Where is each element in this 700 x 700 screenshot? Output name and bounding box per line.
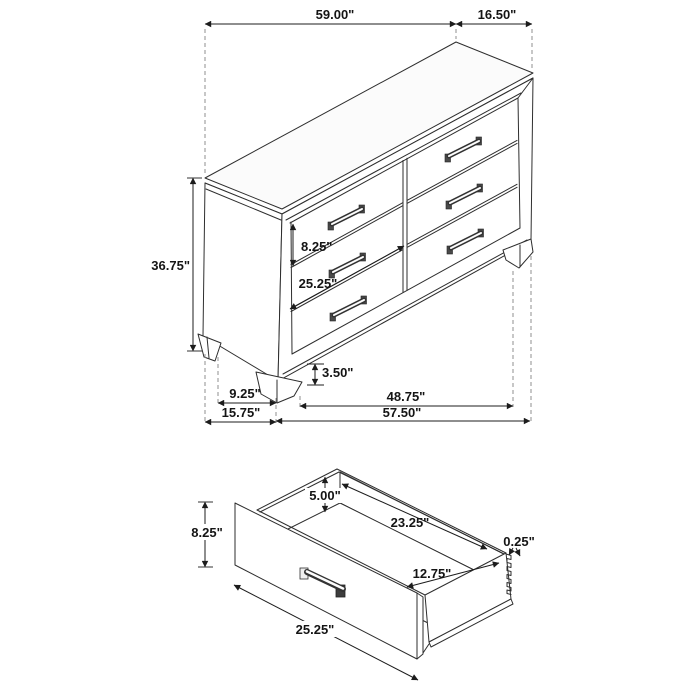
dim-label-drawer-front-width: 25.25" (295, 622, 335, 637)
drawer-detail-drawing (235, 469, 513, 659)
dim-label-drawer-width: 25.25" (298, 276, 338, 291)
dim-label-inner-length: 23.25" (390, 515, 430, 530)
dim-label-front-leg-span: 48.75" (386, 389, 426, 404)
dim-label-drawer-height: 8.25" (301, 239, 333, 254)
dim-label-base-depth: 15.75" (221, 405, 261, 420)
dim-label-foot-spacing: 9.25" (229, 386, 261, 401)
dim-label-drawer-front-height: 8.25" (191, 525, 223, 540)
front-left-foot (256, 372, 302, 403)
drawer-front-panel-edge (417, 593, 423, 659)
dim-label-foot-height: 3.50" (322, 365, 354, 380)
dresser-drawing (198, 42, 533, 403)
dim-label-top-width: 59.00" (315, 7, 355, 22)
dim-label-inner-width: 12.75" (412, 566, 452, 581)
dim-label-panel-thickness: 0.25" (503, 534, 535, 549)
dim-label-base-width: 57.50" (382, 405, 422, 420)
dim-label-inner-depth: 5.00" (309, 488, 341, 503)
dim-label-top-depth: 16.50" (477, 7, 517, 22)
dim-label-height: 36.75" (151, 258, 190, 273)
